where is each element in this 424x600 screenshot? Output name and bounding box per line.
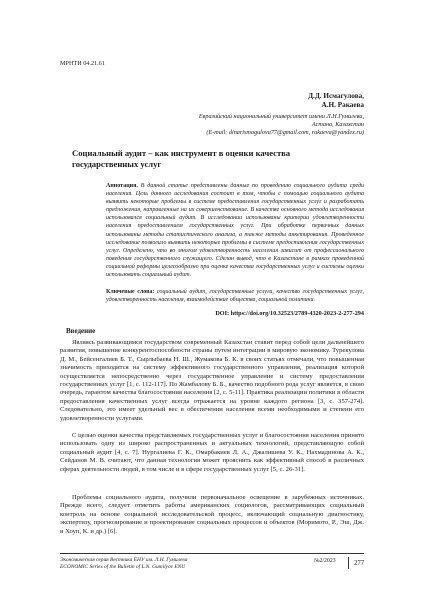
doi-link[interactable]: DOI: https://doi.org/10.32523/2789-4320-2023-2-277-294 [215, 310, 364, 317]
footer-journal-ru: Экономическая серия Вестника ЕНУ им. Л.Н. Гумилева [60, 557, 188, 563]
author-line-2: А.Н. Ракаева [321, 101, 364, 109]
author-city: Астана, Казахстан [311, 121, 364, 128]
abstract [106, 182, 364, 279]
intro-paragraph-2: С целью оценки качества представляемых государственных услуг и благосостояния населения принято использовать одну из широко распространенных и актуальных технологий, представляющую собой социальный аудит [4, с. 7]. Нургалиева Г. К., Омарбакиев Л. А., Джалишева У. К., Нахмадинова А. К., Сейданов М. В. считают, что данная технология может прояснить как эффективный способ в различных сферах деятельности людей, в том числе и в сфере государственных услуг [5, с. 26-31]. [60, 432, 364, 473]
intro-paragraph-1: Являясь развивающимся государством современный Казахстан ставит перед собой цели дальнейшего развития, повышение конкурентоспособности страны путем интеграции в мировую экономику. Турекулова Д. М., Бейсенгалиев Б. Т., Сырлыбаева Н. Ш., Жумакова Б. К. в своих статьях отмечали, что повышенная значимость приходится на систему эффективного государственного управления, реализация которой осуществляется непосредственно через государственное управление и систему предоставления государственных услуг [1, с. 112-117]. По Жамбалову Б. Б., качество подобного рода услуг является, в свою очередь, гарантом качества благосостояния населения [2, с. 5-11]. Практика реализации политики в области предоставления качественных услуг всегда отражается на уровне каждого региона [3, с. 357-274]. Следовательно, это имеет удельный вес в обеспечении населения всеми необходимыми и степени его удовлетворенности услугами. [60, 339, 364, 422]
keywords-label: Ключевые слова: [106, 289, 155, 295]
intro-paragraph-3: Проблемы социального аудита, получили первоначальное освещение в зарубежных источниках. Прежде всего, следует отметить работы американских социологов, рассматривающих социальный контроль на основе социальной исследовательской процесс, включающий социальную диагностику, экспертизу, прогнозирование и проектирование социальных процессов и объектов (Моримото, Р., Эш, Дж. и Хоуп, К. и др.) [6]. [60, 494, 364, 535]
footer-separator [348, 557, 349, 569]
author-email: (E-mail: dinarismagulova77@gmail.com, rakaeva@yandex.ru) [206, 129, 364, 136]
keywords [106, 288, 364, 304]
abstract-text: В данной статье представлены данные по проведению социального аудита среди населения. Цель данного исследования состоит в том, чтобы с помощью социального аудита выявить некоторые проблемы в системе предоставления государственных услуг и разработать предложения, направленные на их совершенствование. В качестве основного метода исследования использовался социальный аудит. В исследовании использованы критерии удовлетворенности населения предоставлением государственных услуг. При обработке первичных данных использованы методы статистического анализа, а также методы анкетирования. Проведенное исследование позволило выявить некоторые проблемы в системе предоставления государственных услуг. Определено, что во многом удовлетворенность населения зависит от профессионального поведения государственного служащего. Сделан вывод, что в Казахстане в рамках проведенной социальной реформы целесообразно при оценке качества государственных услуг и системы оценки использовать социальный аудит. [106, 183, 364, 279]
abstract-label: Аннотация. [106, 183, 138, 189]
article-title-line-1: Социальный аудит – как инструмент в оценки качества [72, 148, 291, 158]
author-affiliation: Евразийский национальный университет имени Л.Н.Гумилева, [198, 113, 364, 120]
footer-issue-number: №2/2023 [314, 558, 336, 564]
section-heading-introduction: Введение [66, 327, 96, 335]
keywords-text: социальный аудит, государственные услуги, качество государственных услуг, удовлетворенность населения, взаимодействие общества, социальной политики. [106, 289, 364, 304]
mrnti-code: МРНТИ 04.21.61 [60, 60, 105, 67]
footer-divider [60, 553, 364, 554]
page-number: 277 [354, 560, 365, 567]
author-line-1: Д.Д. Исмагулова, [308, 92, 364, 100]
article-title-line-2: государственных услуг [72, 159, 162, 169]
footer-journal-en: ECONOMIC Series of the Bulletin of L.N. Gumilyov ENU [60, 564, 186, 570]
